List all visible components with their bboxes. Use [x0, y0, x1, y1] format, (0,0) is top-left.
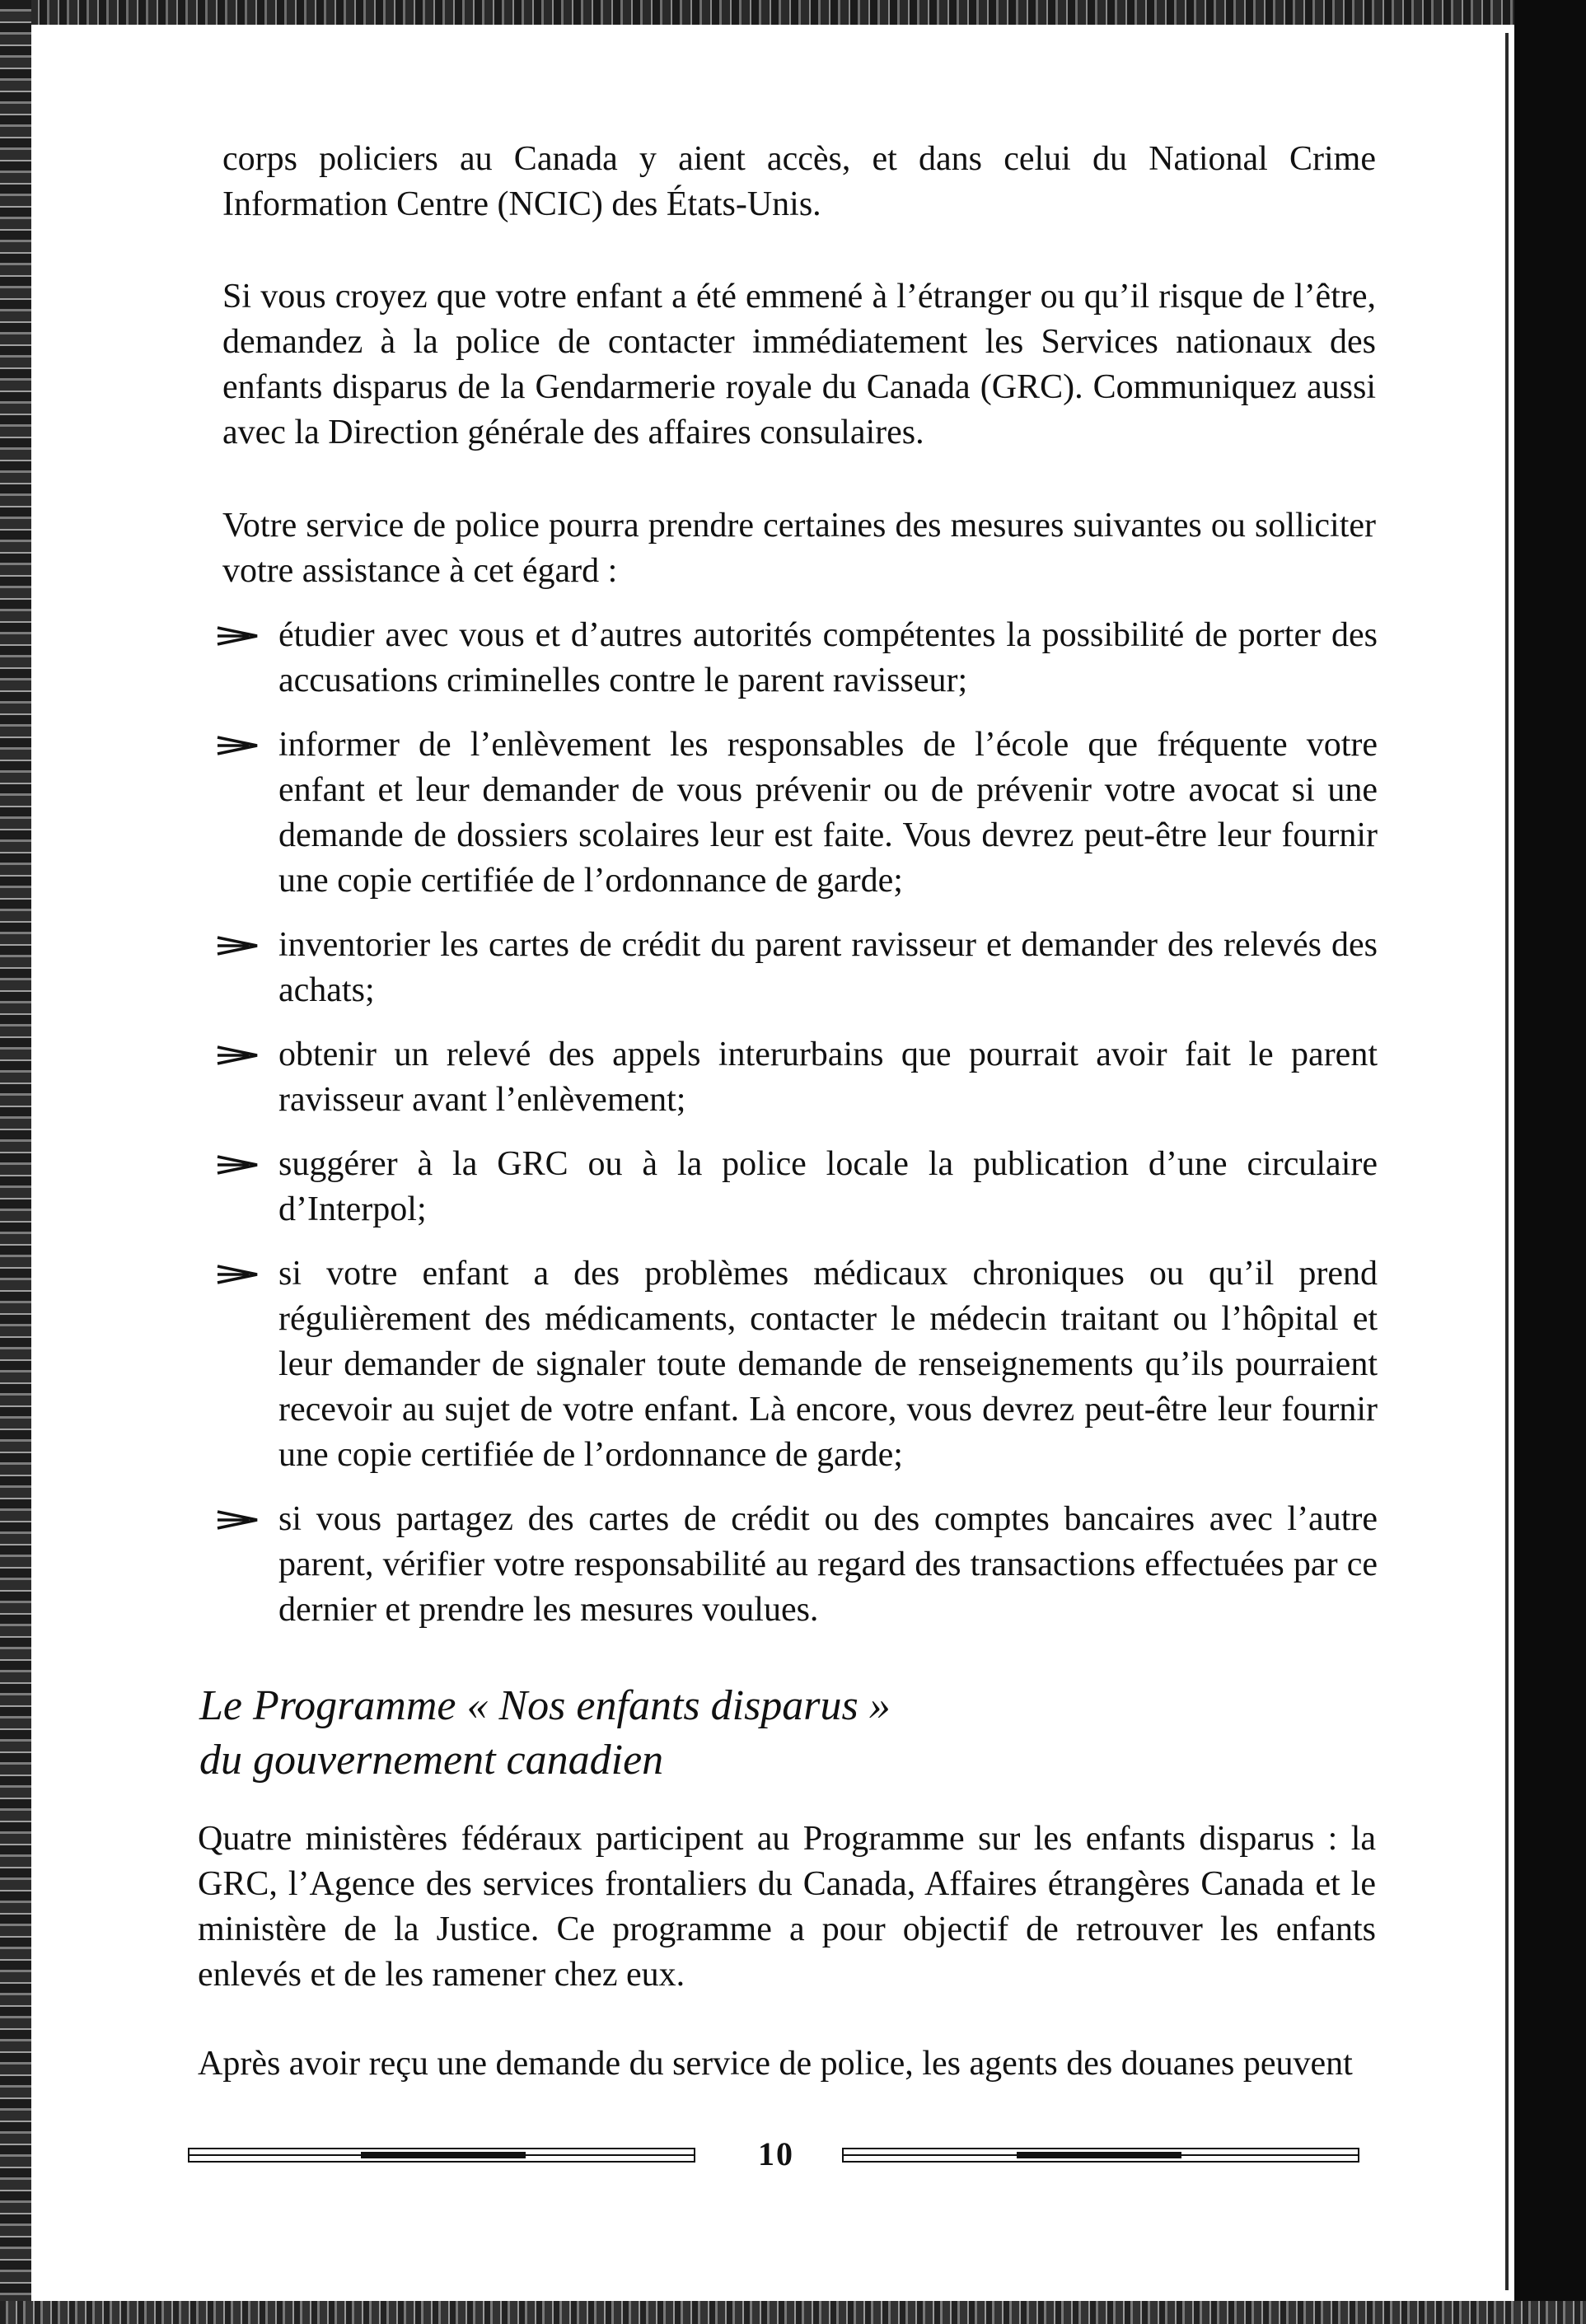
list-item — [216, 1032, 1378, 1123]
list-item-text: inventorier les cartes de crédit du parent ravisseur et demander des relevés des achats; — [278, 926, 1378, 1009]
paragraph-abroad: Si vous croyez que votre enfant a été emmené à l’étranger ou qu’il risque de l’être, demandez à la police de contacter immédiatement les Services nationaux des enfants disparus de la Gendarmerie royale du Canada (GRC). Communiquez aussi avec la Direction générale des affaires consulaires. — [222, 278, 1376, 451]
paragraph-program-ministries: Quatre ministères fédéraux participent au Programme sur les enfants disparus : la GRC, l’Agence des services frontaliers du Canada, Affaires étrangères Canada et le ministère de la Justice. Ce programme a pour objectif de retrouver les enfants enlevés et de les ramener chez eux. — [198, 1820, 1376, 1994]
list-item — [216, 613, 1378, 704]
arrow-right-icon — [216, 1509, 259, 1531]
scan-edge-top — [0, 0, 1586, 25]
footer-rule-right — [842, 2147, 1359, 2163]
page-fold-line — [1505, 33, 1509, 2290]
section-heading — [199, 1679, 1369, 1788]
footer-rule-left — [188, 2147, 695, 2163]
arrow-right-icon — [216, 935, 259, 956]
paragraph-police-measures: Votre service de police pourra prendre certaines des mesures suivantes ou solliciter votre assistance à cet égard : — [222, 507, 1376, 590]
list-item — [216, 1497, 1378, 1633]
page-number: 10 — [758, 2135, 794, 2172]
list-item — [216, 923, 1378, 1013]
paragraph-customs-agents: Après avoir reçu une demande du service de police, les agents des douanes peuvent — [198, 2045, 1353, 2083]
list-item-text: informer de l’enlèvement les responsables de l’école que fréquente votre enfant et leur demander de vous prévenir ou de prévenir votre avocat si une demande de dossiers scolaires leur est faite. Vous devrez peut-être leur fournir une copie certifiée de l’ordonnance de garde; — [278, 726, 1378, 900]
scan-edge-right — [1514, 0, 1586, 2324]
arrow-right-icon — [216, 735, 259, 756]
paragraph-ncic: corps policiers au Canada y aient accès, et dans celui du National Crime Information Centre (NCIC) des États-Unis. — [222, 140, 1376, 223]
section-heading-line-2: du gouvernement canadien — [199, 1737, 664, 1784]
list-item — [216, 722, 1378, 904]
arrow-right-icon — [216, 1154, 259, 1176]
list-item — [216, 1251, 1378, 1478]
list-item-text: si votre enfant a des problèmes médicaux chroniques ou qu’il prend régulièrement des médicaments, contacter le médecin traitant ou l’hôpital et leur demander de signaler toute demande de renseignements qu’ils pourraient recevoir au sujet de votre enfant. Là encore, vous devrez peut-être leur fournir une copie certifiée de l’ordonnance de garde; — [278, 1255, 1378, 1474]
arrow-right-icon — [216, 625, 259, 647]
list-item-text: obtenir un relevé des appels interurbains que pourrait avoir fait le parent ravisseur avant l’enlèvement; — [278, 1036, 1378, 1119]
list-item-text: suggérer à la GRC ou à la police locale la publication d’une circulaire d’Interpol; — [278, 1145, 1378, 1228]
list-item-text: si vous partagez des cartes de crédit ou des comptes bancaires avec l’autre parent, vérifier votre responsabilité au regard des transactions effectuées par ce dernier et prendre les mesures voulues. — [278, 1500, 1378, 1629]
scan-edge-left — [0, 0, 31, 2324]
list-item-text: étudier avec vous et d’autres autorités compétentes la possibilité de porter des accusations criminelles contre le parent ravisseur; — [278, 616, 1378, 699]
arrow-right-icon — [216, 1264, 259, 1285]
section-heading-line-1: Le Programme « Nos enfants disparus » — [199, 1682, 891, 1729]
scan-edge-bottom — [0, 2301, 1586, 2324]
measures-list — [216, 613, 1378, 1652]
arrow-right-icon — [216, 1045, 259, 1066]
list-item — [216, 1142, 1378, 1232]
